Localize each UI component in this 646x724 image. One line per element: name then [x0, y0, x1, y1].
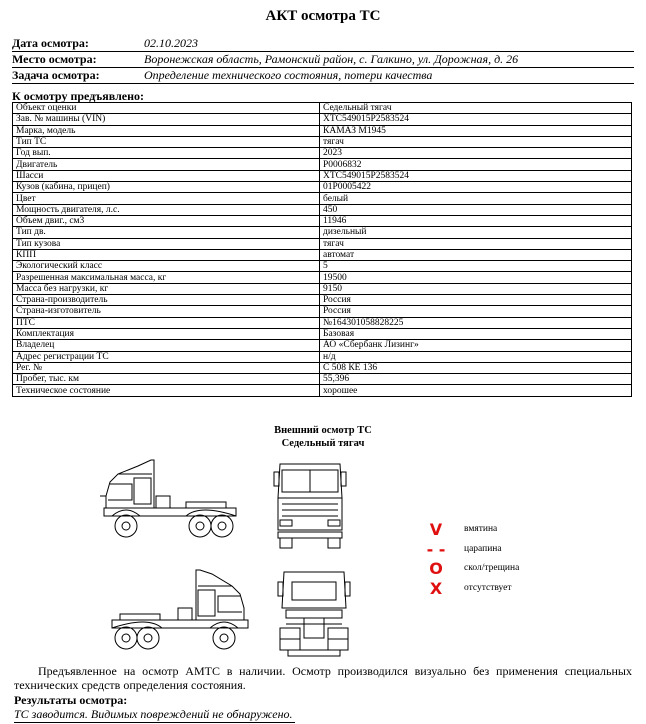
- meta-key: Задача осмотра:: [12, 68, 100, 82]
- spec-row: [13, 351, 632, 362]
- spec-row: [13, 283, 632, 294]
- spec-row: [13, 103, 632, 114]
- spec-row: [13, 159, 632, 170]
- spec-row: [13, 148, 632, 159]
- visual-title: Внешний осмотр ТС: [274, 425, 372, 436]
- spec-row: [13, 272, 632, 283]
- spec-value: КАМАЗ M1945: [320, 125, 632, 136]
- results-value: ТС заводится. Видимых повреждений не обнаружено.: [14, 707, 293, 721]
- meta-key: Дата осмотра:: [12, 36, 89, 50]
- spec-value: №164301058828225: [320, 317, 632, 328]
- spec-value: 19500: [320, 272, 632, 283]
- spec-value: 5: [320, 261, 632, 272]
- spec-row: [13, 385, 632, 396]
- meta-value: Определение технического состояния, потери качества: [144, 68, 433, 82]
- spec-value: 55,396: [320, 374, 632, 385]
- meta-value: Воронежская область, Рамонский район, с. Галкино, ул. Дорожная, д. 26: [144, 52, 519, 66]
- spec-value: хорошее: [320, 385, 632, 396]
- spec-row: [13, 136, 632, 147]
- spec-row: [13, 204, 632, 215]
- scratch-symbol-icon: - -: [426, 539, 446, 559]
- truck-front-view-icon: [272, 458, 348, 550]
- meta-block: [12, 36, 634, 84]
- spec-value: дизельный: [320, 227, 632, 238]
- spec-key: Цвет: [13, 193, 320, 204]
- legend-label: скол/трещина: [464, 563, 520, 573]
- spec-key: Двигатель: [13, 159, 320, 170]
- truck-side-view-right-icon: [108, 568, 254, 660]
- spec-row: [13, 362, 632, 373]
- spec-key: КПП: [13, 249, 320, 260]
- spec-value: Базовая: [320, 328, 632, 339]
- truck-side-view-icon: [96, 456, 240, 550]
- meta-row-task: [12, 68, 634, 84]
- spec-row: [13, 215, 632, 226]
- spec-key: Шасси: [13, 170, 320, 181]
- spec-row: [13, 114, 632, 125]
- spec-value: белый: [320, 193, 632, 204]
- spec-row: [13, 340, 632, 351]
- spec-row: [13, 238, 632, 249]
- spec-value: Седельный тягач: [320, 103, 632, 114]
- spec-row: [13, 227, 632, 238]
- spec-value: автомат: [320, 249, 632, 260]
- spec-value: С 508 КЕ 136: [320, 362, 632, 373]
- spec-value: 11946: [320, 215, 632, 226]
- spec-value: XTC549015P2583524: [320, 114, 632, 125]
- spec-value: тягач: [320, 238, 632, 249]
- chip-symbol-icon: O: [429, 559, 443, 578]
- spec-table: [12, 102, 632, 397]
- spec-key: Объект оценки: [13, 103, 320, 114]
- spec-key: Кузов (кабина, прицеп): [13, 182, 320, 193]
- spec-key: Рег. №: [13, 362, 320, 373]
- legend-label: отсутствует: [464, 582, 512, 593]
- legend-label: царапина: [464, 543, 502, 554]
- spec-key: Адрес регистрации ТС: [13, 351, 320, 362]
- truck-rear-view-icon: [276, 568, 352, 660]
- legend-label: вмятина: [464, 524, 498, 534]
- meta-value: 02.10.2023: [144, 36, 198, 50]
- spec-key: Марка, модель: [13, 125, 320, 136]
- spec-key: Тип ТС: [13, 136, 320, 147]
- inspection-paragraph: Предъявленное на осмотр АМТС в наличии. Осмотр производился визуально без применения специальных технических средств определения состояния.: [14, 664, 632, 692]
- spec-row: [13, 317, 632, 328]
- spec-key: Год вып.: [13, 148, 320, 159]
- spec-value: 450: [320, 204, 632, 215]
- meta-key: Место осмотра:: [12, 52, 97, 66]
- spec-key: Зав. № машины (VIN): [13, 114, 320, 125]
- spec-key: Масса без нагрузки, кг: [13, 283, 320, 294]
- missing-symbol-icon: X: [429, 578, 443, 598]
- dent-symbol-icon: V: [429, 520, 443, 539]
- spec-value: P0006832: [320, 159, 632, 170]
- spec-row: [13, 170, 632, 181]
- visual-inspection-heading: [0, 424, 646, 450]
- spec-value: 9150: [320, 283, 632, 294]
- spec-value: АО «Сбербанк Лизинг»: [320, 340, 632, 351]
- spec-value: тягач: [320, 136, 632, 147]
- spec-key: Тип кузова: [13, 238, 320, 249]
- spec-value: н/д: [320, 351, 632, 362]
- spec-value: 2023: [320, 148, 632, 159]
- spec-row: [13, 182, 632, 193]
- spec-row: [13, 249, 632, 260]
- spec-key: Разрешенная максимальная масса, кг: [13, 272, 320, 283]
- visual-subtitle: Седельный тягач: [281, 438, 365, 449]
- spec-key: Мощность двигателя, л.с.: [13, 204, 320, 215]
- meta-row-place: [12, 52, 634, 68]
- spec-key: Комплектация: [13, 328, 320, 339]
- meta-row-date: [12, 36, 634, 52]
- spec-row: [13, 328, 632, 339]
- spec-row: [13, 261, 632, 272]
- spec-value: Россия: [320, 295, 632, 306]
- spec-value: Россия: [320, 306, 632, 317]
- spec-key: Пробег, тыс. км: [13, 374, 320, 385]
- section-heading: К осмотру предъявлено:: [12, 89, 145, 103]
- spec-row: [13, 193, 632, 204]
- spec-value: 01P0005422: [320, 182, 632, 193]
- spec-row: [13, 374, 632, 385]
- spec-row: [13, 295, 632, 306]
- document-title: АКТ осмотра ТС: [265, 8, 381, 24]
- spec-value: XTC549015P2583524: [320, 170, 632, 181]
- spec-key: Владелец: [13, 340, 320, 351]
- spec-key: Страна-изготовитель: [13, 306, 320, 317]
- spec-key: ПТС: [13, 317, 320, 328]
- results-heading: Результаты осмотра:: [14, 693, 128, 707]
- spec-key: Объем двиг., см3: [13, 215, 320, 226]
- spec-key: Техническое состояние: [13, 385, 320, 396]
- spec-row: [13, 306, 632, 317]
- spec-key: Тип дв.: [13, 227, 320, 238]
- spec-key: Экологический класс: [13, 261, 320, 272]
- spec-key: Страна-производитель: [13, 295, 320, 306]
- spec-row: [13, 125, 632, 136]
